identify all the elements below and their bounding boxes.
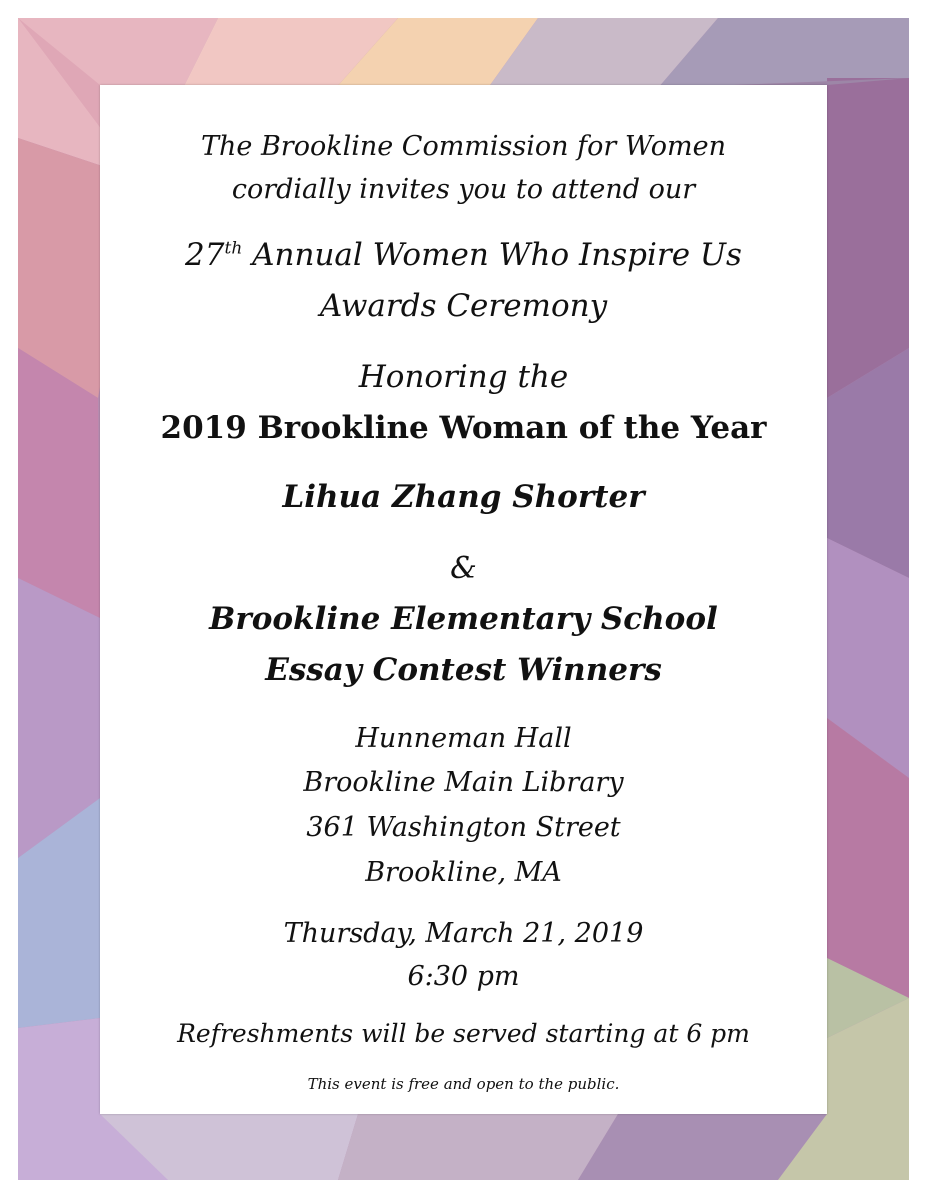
refreshments-note: Refreshments will be served starting at 6 pm [177, 1019, 750, 1048]
event-date: Thursday, March 21, 2019 [283, 918, 644, 949]
ampersand: & [450, 551, 477, 586]
event-ordinal: 27 [185, 237, 225, 273]
honoring-label: Honoring the [358, 359, 569, 395]
second-honor-line1: Brookline Elementary School [209, 601, 718, 637]
venue-city: Brookline, MA [365, 857, 562, 888]
award-title: 2019 Brookline Woman of the Year [160, 410, 767, 446]
event-title [100, 237, 827, 273]
venue-hall: Hunneman Hall [355, 723, 572, 754]
invite-line: cordially invites you to attend our [231, 174, 696, 205]
venue-building: Brookline Main Library [303, 767, 624, 798]
second-honor-line2: Essay Contest Winners [265, 652, 662, 688]
event-ordinal-suffix: th [224, 238, 243, 259]
event-time: 6:30 pm [407, 961, 520, 992]
event-subtitle: Awards Ceremony [319, 288, 608, 324]
venue-street: 361 Washington Street [306, 812, 621, 843]
host-line: The Brookline Commission for Women [200, 131, 726, 162]
public-note: This event is free and open to the public. [307, 1075, 620, 1093]
invitation-card [100, 85, 827, 1114]
event-title-rest: Annual Women Who Inspire Us [252, 237, 742, 273]
honoree-name: Lihua Zhang Shorter [282, 479, 645, 515]
